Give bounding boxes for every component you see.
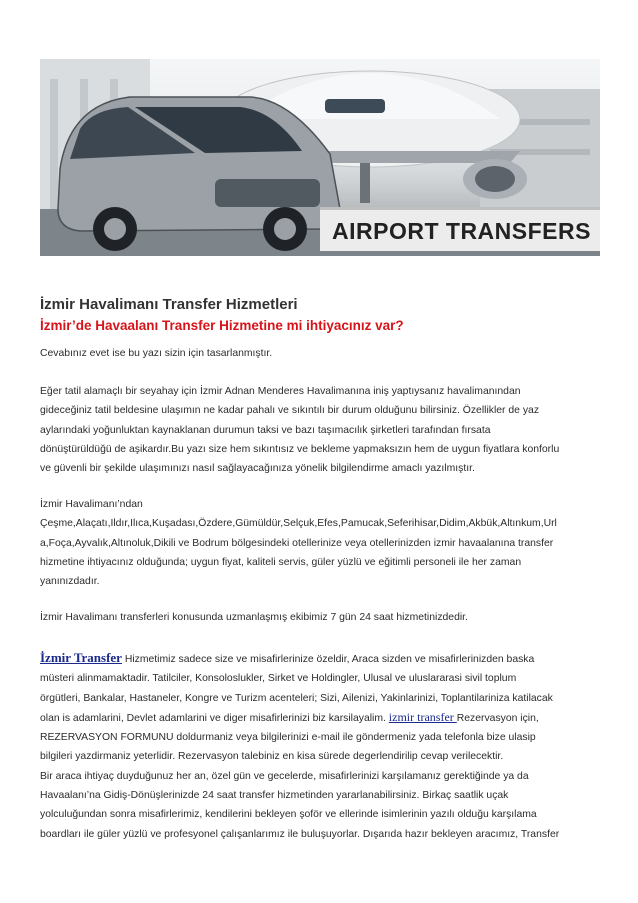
paragraph-line	[40, 708, 600, 728]
banner-text: AIRPORT TRANSFERS	[332, 218, 591, 244]
hero-image	[40, 59, 600, 256]
paragraph-2	[40, 495, 600, 591]
page-title: İzmir Havalimanı Transfer Hizmetleri	[40, 296, 298, 313]
paragraph-line: örgütleri, Bankalar, Hastaneler, Kongre ve Turizm acenteleri; Sizi, Ailenizi, Yakinlarinizi, Toplantilariniza katilacak	[40, 692, 553, 704]
paragraph-line: hizmetine ihtiyacınız olduğunda; uygun fiyat, kaliteli servis, güler yüzlü ve eğitimli personeli ile her zaman	[40, 556, 522, 568]
paragraph-line: gideceğiniz tatil beldesine ulaşımın ne kadar pahalı ve sıkıntılı bir durum olduğunu bilirsiniz. Özellikler de yaz	[40, 405, 540, 417]
paragraph-1	[40, 382, 600, 478]
paragraph-text: Hizmetimiz sadece size ve misafirlerinize özeldir, Araca sizden ve misafirlerinizden baska	[121, 654, 535, 665]
paragraph-line: Bir araca ihtiyaç duyduğunuz her an, özel gün ve gecelerde, misafirlerinizi karşılamanız gerektiğinde ya da	[40, 770, 529, 782]
paragraph-text: olan is adamlarini, Devlet adamlarini ve diger misafirlerinizi biz karsilayalim.	[40, 712, 389, 724]
paragraph-line: bilgileri yazdirmaniz yeterlidir. Rezervasyon talebiniz en kisa sürede degerlendirilip cevap verilecektir.	[40, 751, 504, 763]
paragraph-4	[40, 648, 600, 844]
intro-line: Cevabınız evet ise bu yazı sizin için tasarlanmıştır.	[40, 348, 273, 359]
paragraph-line: a,Foça,Ayvalık,Altınoluk,Dikili ve Bodrum bölgesindeki otellerinize veya otellerinizden izmir havaalanına transfer	[40, 537, 554, 549]
paragraph-line: yanınızdadır.	[40, 576, 100, 588]
paragraph-line: Havaalanı’na Gidiş-Dönüşlerinizde 24 saat transfer hizmetinden yararlanabilirsiniz. Birkaç saatlik uçak	[40, 790, 509, 802]
paragraph-line: aylarındaki yoğunluktan kaynaklanan durumun taksi ve bazı taşımacılık şirketleri tarafından fırsata	[40, 424, 491, 436]
paragraph-line: İzmir Havalimanı transferleri konusunda uzmanlaşmış ekibimiz 7 gün 24 saat hizmetinizdedir.	[40, 612, 468, 623]
page-subtitle: İzmir’de Havaalanı Transfer Hizmetine mi ihtiyacınız var?	[40, 318, 404, 333]
paragraph-line: yolculuğundan sonra misafirlerimiz, kendilerini bekleyen şoför ve ellerinde isimlerinin yazılı olduğu karşılama	[40, 809, 537, 821]
paragraph-3	[40, 608, 600, 627]
paragraph-line	[40, 648, 600, 669]
paragraph-line: boardları ile güler yüzlü ve profesyonel çalışanlarımız ile buluşuyorlar. Dışarıda hazır bekleyen aracımız, Transfer	[40, 828, 560, 840]
paragraph-line: REZERVASYON FORMUNU doldurmaniz veya bilgilerinizi e-mail ile göndermeniz yada telefonla bize ulasip	[40, 732, 536, 744]
intro-paragraph	[40, 344, 600, 363]
airport-transfer-illustration	[40, 59, 600, 256]
paragraph-line: Eğer tatil alamaçlı bir seyahay için İzmir Adnan Menderes Havalimanına iniş yaptıysanız havalimanından	[40, 386, 521, 397]
paragraph-line: müsteri alinmamaktadir. Tatilciler, Konsoloslukler, Sirket ve Holdingler, Ulusal ve uluslararasi sivil toplum	[40, 673, 517, 685]
paragraph-line: ve güvenli bir şekilde ulaşımınızı nasıl sağlayacağınıza yönelik bilgilendirme amaclı yazılmıştır.	[40, 463, 475, 475]
izmir-transfer-link[interactable]: İzmir Transfer	[40, 650, 122, 665]
paragraph-line: Çeşme,Alaçatı,Ildır,Ilıca,Kuşadası,Özdere,Gümüldür,Selçuk,Efes,Pamucak,Seferihisar,Didim,Akbük,Altınkum,Url	[40, 518, 557, 530]
paragraph-line: İzmir Havalimanı’ndan	[40, 499, 143, 510]
paragraph-line: dönüştürüldüğü de aşikardır.Bu yazı size hem sıkıntısız ve bekleme yapmaksızın hem de uygun fiyatlara konforlu	[40, 443, 560, 455]
izmir-transfer-inline-link[interactable]: izmir transfer	[388, 709, 457, 724]
paragraph-text: Rezervasyon için,	[456, 712, 539, 724]
